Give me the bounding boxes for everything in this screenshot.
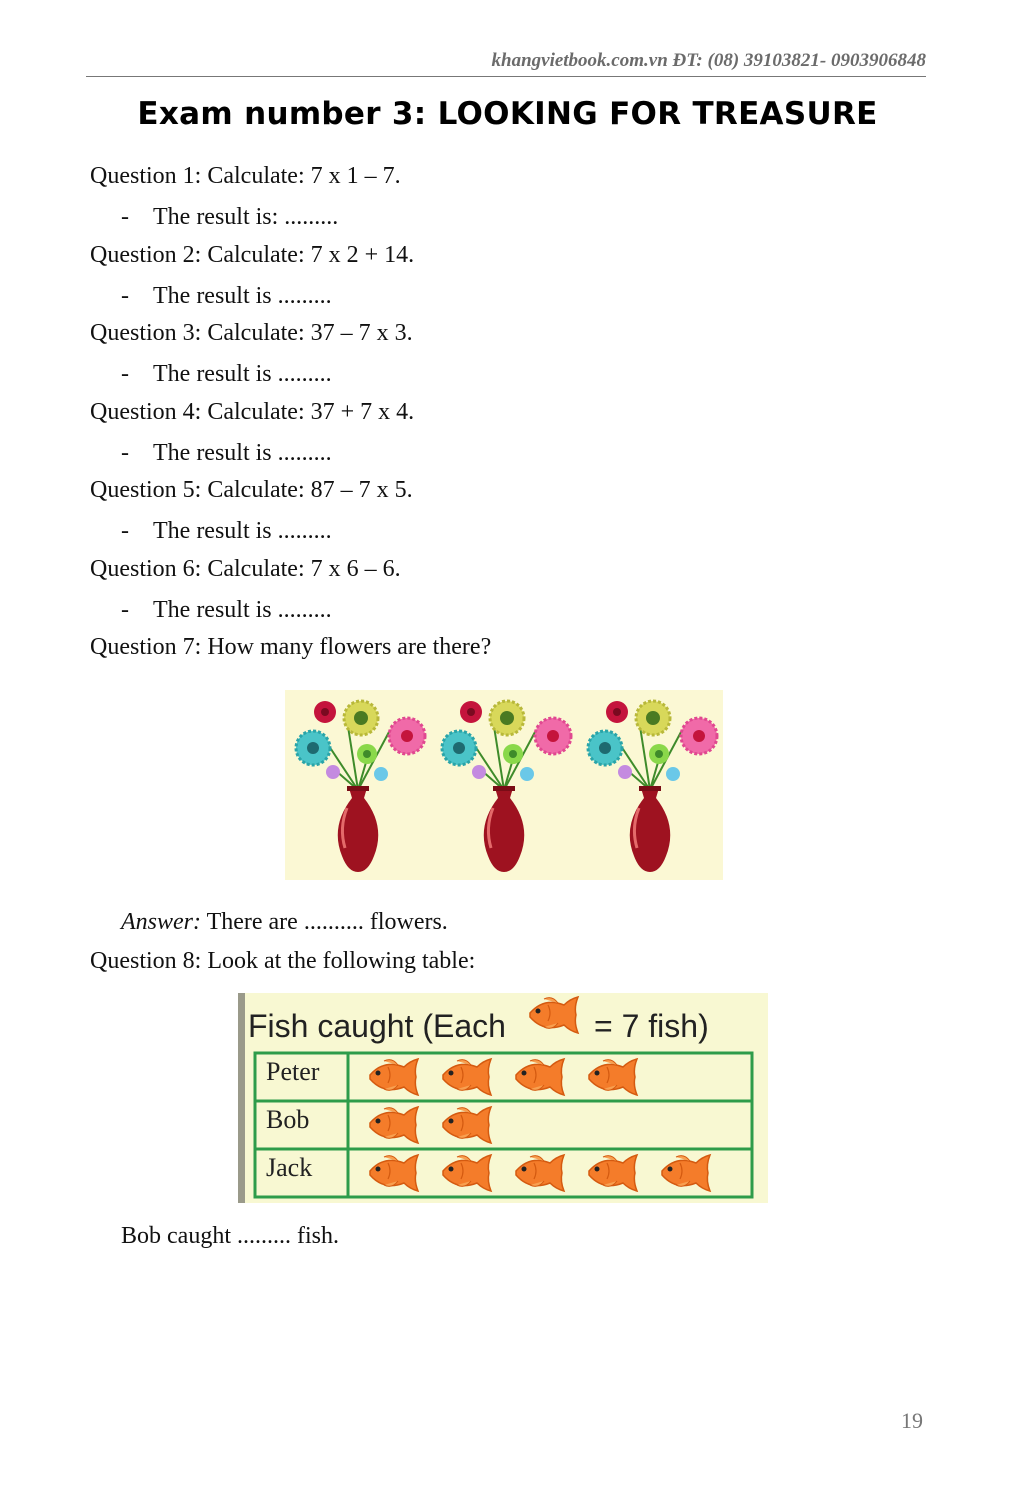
question-text: : Calculate: 87 – 7 x 5. [194,477,413,503]
bullet-dash: - [121,518,129,544]
result-line-2 [121,283,332,310]
question-4 [90,399,414,426]
result-line-5 [121,518,332,545]
result-line-3 [121,361,332,388]
question-text: : Calculate: 7 x 6 – 6. [194,556,401,582]
question-label: Question 8 [90,948,195,974]
question-label: Question 1 [90,163,195,189]
result-line-6 [121,597,332,624]
bullet-dash: - [121,204,129,230]
answer-label: Answer: [121,909,201,935]
question-7 [90,634,491,661]
fish-pictograph [238,993,768,1203]
bullet-dash: - [121,283,129,309]
result-text: The result is ......... [153,283,332,309]
question-2 [90,242,414,269]
question-6 [90,556,401,583]
result-line-1 [121,204,338,231]
question-label: Question 5 [90,477,195,503]
page-header: khangvietbook.com.vn ĐT: (08) 39103821- 0903906848 [491,50,926,71]
flower-vase-3 [577,690,723,880]
question-label: Question 6 [90,556,195,582]
question-text: : Calculate: 37 – 7 x 3. [194,320,413,346]
question-3 [90,320,413,347]
bullet-dash: - [121,597,129,623]
question-label: Question 4 [90,399,195,425]
question-text: : Calculate: 37 + 7 x 4. [194,399,415,425]
question-text: : How many flowers are there? [194,634,492,660]
answer-text: There are .......... flowers. [201,909,448,935]
question-1 [90,163,401,190]
answer-7 [121,909,448,936]
flower-vase-1 [285,690,431,880]
fish-row-name-peter: Peter [266,1057,320,1086]
question-text: : Look at the following table: [194,948,476,974]
page-number: 19 [901,1408,923,1433]
result-text: The result is: ......... [153,204,339,230]
result-text: The result is ......... [153,518,332,544]
bullet-dash: - [121,361,129,387]
flower-vases-image [285,690,723,880]
result-text: The result is ......... [153,597,332,623]
question-text: : Calculate: 7 x 1 – 7. [194,163,401,189]
flower-vase-2 [431,690,577,880]
header-divider [86,76,926,77]
question-5 [90,477,413,504]
question-label: Question 7 [90,634,195,660]
question-label: Question 2 [90,242,195,268]
result-text: The result is ......... [153,361,332,387]
question-text: : Calculate: 7 x 2 + 14. [194,242,415,268]
fish-table-title-left: Fish caught (Each [248,1008,506,1044]
fish-table-title-right: = 7 fish) [594,1008,709,1044]
bullet-dash: - [121,440,129,466]
question-label: Question 3 [90,320,195,346]
page-title: Exam number 3: LOOKING FOR TREASURE [137,96,878,132]
result-line-4 [121,440,332,467]
fish-row-name-bob: Bob [266,1105,310,1134]
fish-row-name-jack: Jack [266,1153,313,1182]
answer-8: Bob caught ......... fish. [121,1223,339,1249]
question-8 [90,948,475,975]
result-text: The result is ......... [153,440,332,466]
